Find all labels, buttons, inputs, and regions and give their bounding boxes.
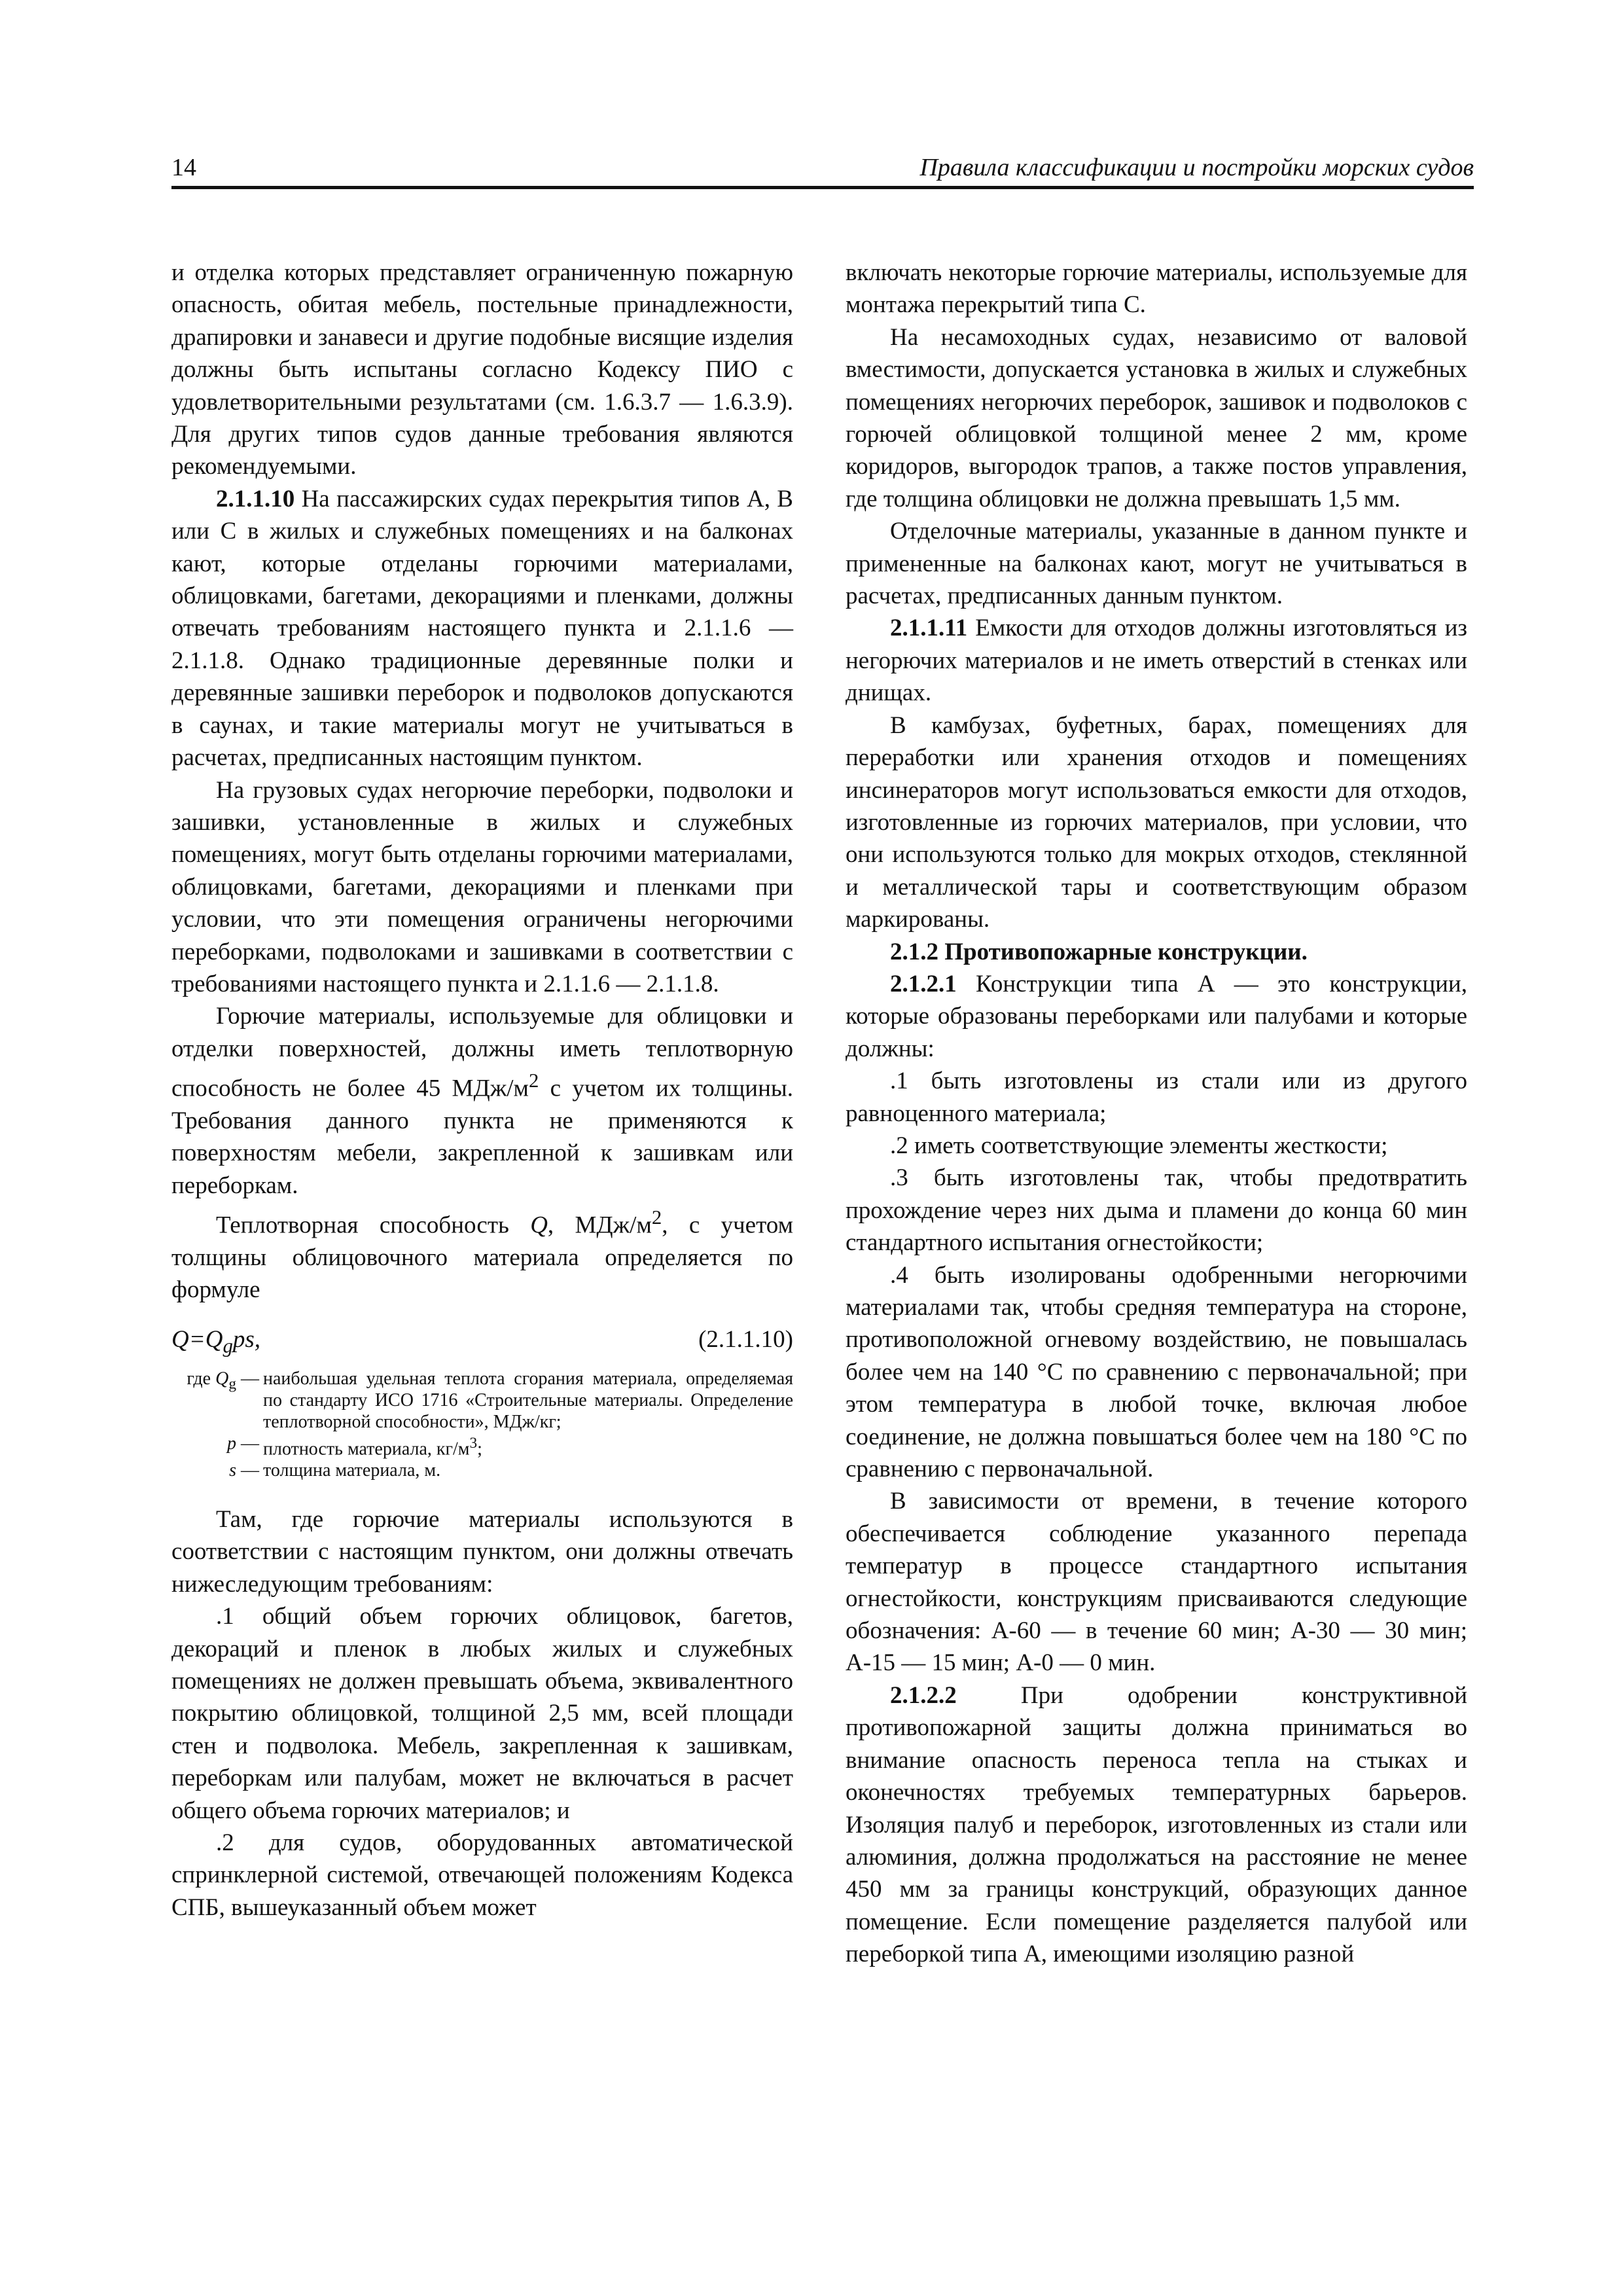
clause-number: 2.1.1.11 <box>890 615 968 642</box>
paragraph: 2.1.1.11 Емкости для отходов должны изготовляться из негорючих материалов и не иметь отверстий в стенках или днищах. <box>846 615 1467 707</box>
paragraph: 2.1.2.1 Конструкции типа А — это конструкции, которые образованы переборками или палубами и которые должны: <box>846 970 1467 1062</box>
paragraph: Отделочные материалы, указанные в данном пункте и примененные на балконах кают, могут не учитываться в расчетах, предписанных данным пунктом. <box>846 518 1467 610</box>
section-heading: 2.1.2 Противопожарные конструкции. <box>890 938 1308 965</box>
clause-number: 2.1.2.2 <box>890 1681 957 1709</box>
list-item: .1 общий объем горючих облицовок, багетов, декораций и пленок в любых жилых и служебных помещениях не должен превышать объема, эквивалентного покрытию облицовкой, толщиной 2,5 мм, всей площади стен и подволока. Мебель, закрепленная к зашивкам, переборкам или палубам, может не включаться в расчет общего объема горючих материалов; и <box>171 1603 793 1824</box>
formula <box>171 1321 793 1361</box>
paragraph: Горючие материалы, используемые для облицовки и отделки поверхностей, должны иметь теплотворную способность не более 45 МДж/$м^2$ с учетом их толщины. Требования данного пункта не применяются к поверхностям мебели, закрепленной к зашивкам или переборкам. <box>171 1003 793 1199</box>
list-item: .3 быть изготовлены так, чтобы предотвратить прохождение через них дыма и пламени до конца 60 мин стандартного испытания огнестойкости; <box>846 1164 1467 1257</box>
formula-legend <box>171 1368 793 1481</box>
left-column <box>171 257 793 1924</box>
formula-expression: $Q=Q_gps$, <box>171 1325 261 1357</box>
legend-item: s — толщина материала, м. <box>229 1460 441 1480</box>
list-item: .2 для судов, оборудованных автоматической спринклерной системой, отвечающей положениям Кодекса СПБ, вышеуказанный объем может <box>171 1829 793 1921</box>
legend-item: где $Q_g$ — наибольшая удельная теплота сгорания материала, определяемая по стандарту ИСО 1716 «Строительные материалы. Определение теплотворной способности», МДж/кг; <box>187 1368 793 1432</box>
legend-item: p — плотность материала, $кг/м^3$; <box>227 1433 482 1459</box>
paragraph: включать некоторые горючие материалы, используемые для монтажа перекрытий типа С. <box>846 259 1467 319</box>
paragraph: В камбузах, буфетных, барах, помещениях для переработки или хранения отходов и помещениях инсинераторов могут использоваться емкости для отходов, изготовленные из горючих материалов, при условии, что они используются только для мокрых отходов, стеклянной и металлической тары и соответствующим образом маркированы. <box>846 711 1467 933</box>
list-item: .2 иметь соответствующие элементы жесткости; <box>890 1132 1388 1159</box>
paragraph: На несамоходных судах, независимо от валовой вместимости, допускается установка в жилых и служебных помещениях негорючих переборок, зашивок и подволоков с горючей облицовкой толщиной менее 2 мм, кроме коридоров, выгородок трапов, а также постов управления, где толщина облицовки не должна превышать 1,5 мм. <box>846 323 1467 512</box>
paragraph: В зависимости от времени, в течение которого обеспечивается соблюдение указанного перепада температур в процессе стандартного испытания огнестойкости, конструкциям присваиваются следующие обозначения: А-60 — в течение 60 мин; А-30 — 30 мин; А-15 — 15 мин; А-0 — 0 мин. <box>846 1488 1467 1677</box>
clause-number: 2.1.2.1 <box>890 970 957 997</box>
paragraph: 2.1.1.10 На пассажирских судах перекрытия типов А, В или С в жилых и служебных помещениях и на балконах кают, которые отделаны горючими материалами, облицовками, багетами, декорациями и пленками, должны отвечать требованиям настоящего пункта и 2.1.1.6 — 2.1.1.8. Однако традиционные деревянные полки и деревянные зашивки переборок и подволоков допускаются в саунах, и такие материалы могут не учитываться в расчетах, предписанных настоящим пунктом. <box>171 485 793 772</box>
list-item: .1 быть изготовлены из стали или из другого равноценного материала; <box>846 1067 1467 1127</box>
paragraph: Там, где горючие материалы используются в соответствии с настоящим пунктом, они должны отвечать нижеследующим требованиям: <box>171 1505 793 1598</box>
clause-number: 2.1.1.10 <box>216 485 295 512</box>
page-number: 14 <box>171 154 196 181</box>
paragraph: 2.1.2.2 При одобрении конструктивной противопожарной защиты должна приниматься во внимание опасность переноса тепла на стыках и оконечностях требуемых температурных барьеров. Изоляция палуб и переборок, изготовленных из стали или алюминия, должна продолжаться на расстояние не менее 450 мм за границы конструкций, образующих данное помещение. Если помещение разделяется палубой или переборкой типа А, имеющими изоляцию разной <box>846 1681 1467 1968</box>
right-column <box>846 257 1467 1971</box>
list-item: .4 быть изолированы одобренными негорючими материалами так, чтобы средняя температура на стороне, противоположной огневому воздействию, не повышалась более чем на 140 °С по сравнению с первоначальной; при этом температура в любой точке, включая любое соединение, не должна повышаться более чем на 180 °С по сравнению с первоначальной. <box>846 1261 1467 1483</box>
document-page <box>171 145 1474 2174</box>
paragraph: и отделка которых представляет ограниченную пожарную опасность, обитая мебель, постельные принадлежности, драпировки и занавеси и другие подобные висящие изделия должны быть испытаны согласно Кодексу ПИО с удовлетворительными результатами (см. 1.6.3.7 — 1.6.3.9). Для других типов судов данные требования являются рекомендуемыми. <box>171 259 793 480</box>
running-title: Правила классификации и постройки морских судов <box>919 154 1474 181</box>
paragraph: На грузовых судах негорючие переборки, подволоки и зашивки, установленные в жилых и служебных помещениях, могут быть отделаны горючими материалами, облицовками, багетами, декорациями и пленками при условии, что эти помещения ограничены негорючими переборками, подволоками и зашивками в соответствии с требованиями настоящего пункта и 2.1.1.6 — 2.1.1.8. <box>171 776 793 997</box>
page-header <box>171 145 1474 189</box>
paragraph: Теплотворная способность Q, МДж/$м^2$, с учетом толщины облицовочного материала определяется по формуле <box>171 1206 793 1304</box>
formula-number: (2.1.1.10) <box>698 1325 793 1353</box>
